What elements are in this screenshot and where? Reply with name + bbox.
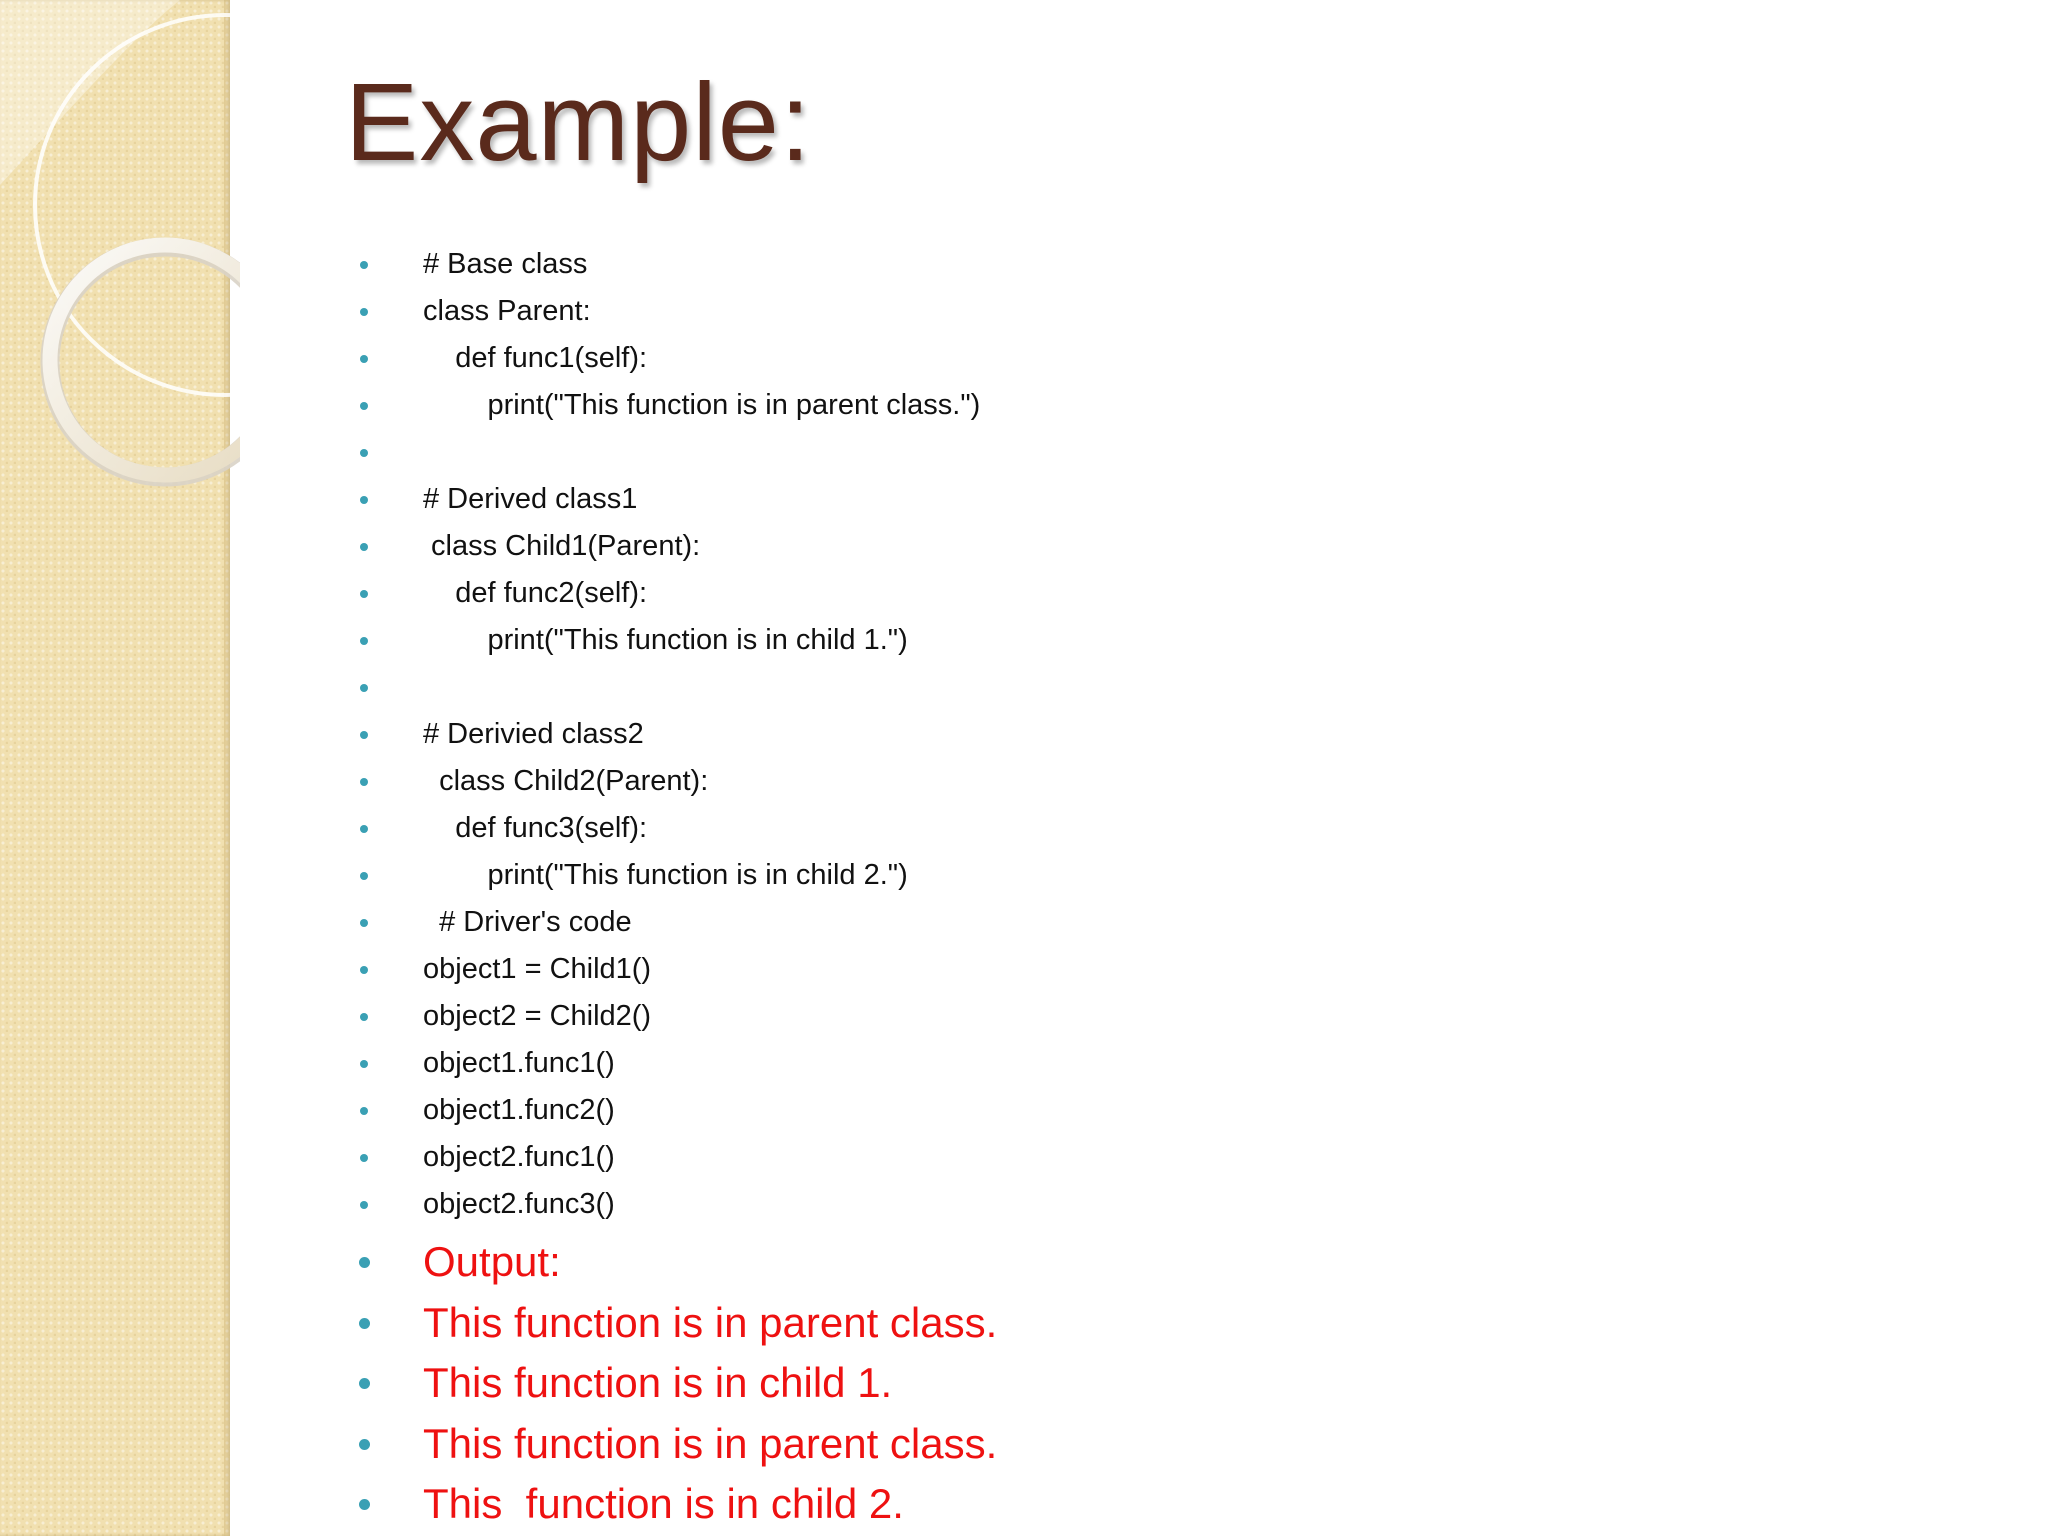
- code-text: def func3(self):: [423, 812, 648, 844]
- bullet-dot: [360, 637, 368, 645]
- output-text: This function is in child 2.: [423, 1480, 904, 1527]
- output-text: This function is in parent class.: [423, 1419, 998, 1467]
- bullet-dot: [360, 966, 368, 974]
- bullet-dot: [360, 731, 368, 739]
- bullet-dot: [359, 1257, 370, 1268]
- bullet-dot: [360, 590, 368, 598]
- output-text: This function is in child 1.: [423, 1359, 893, 1406]
- code-text: object1.func2(): [423, 1094, 615, 1126]
- bullet-dot: [360, 1201, 368, 1209]
- code-text: def func2(self):: [423, 577, 648, 609]
- bullet-dot: [360, 825, 368, 833]
- bullet-dot: [360, 1013, 368, 1021]
- bullet-dot: [360, 919, 368, 927]
- bullet-dot: [360, 402, 368, 410]
- bullet-dot: [359, 1499, 370, 1510]
- code-text: class Child2(Parent):: [423, 765, 709, 797]
- bullet-dot: [359, 1378, 370, 1389]
- code-text: object2.func3(): [423, 1188, 615, 1220]
- bullet-dot: [360, 496, 368, 504]
- bullet-dot: [360, 872, 368, 880]
- decorative-rings: [0, 0, 240, 520]
- code-text: def func1(self):: [423, 342, 648, 374]
- code-text: class Parent:: [423, 295, 591, 327]
- bullet-dot: [359, 1439, 370, 1450]
- bullet-dot: [360, 1107, 368, 1115]
- code-text: # Derivied class2: [423, 718, 644, 750]
- code-text: object2.func1(): [423, 1141, 615, 1173]
- bullet-dot: [360, 684, 368, 692]
- bullet-dot: [360, 308, 368, 316]
- code-text: # Derived class1: [423, 483, 638, 515]
- code-text: object1.func1(): [423, 1047, 615, 1079]
- bullet-dot: [360, 1060, 368, 1068]
- bullet-dot: [360, 449, 368, 457]
- code-text: print("This function is in parent class."): [423, 389, 981, 421]
- code-text: object1 = Child1(): [423, 953, 652, 985]
- code-text: # Driver's code: [423, 906, 632, 938]
- code-text: print("This function is in child 1."): [423, 624, 908, 656]
- bullet-dot: [359, 1318, 370, 1329]
- slide-title: Example:: [345, 61, 812, 184]
- code-text: class Child1(Parent):: [423, 530, 701, 562]
- code-text: object2 = Child2(): [423, 1000, 652, 1032]
- output-label: Output:: [423, 1238, 561, 1285]
- bullet-dot: [360, 1154, 368, 1162]
- bullet-dot: [360, 778, 368, 786]
- small-ring: [50, 245, 240, 475]
- output-text: This function is in parent class.: [423, 1298, 998, 1346]
- code-text: # Base class: [423, 248, 588, 280]
- bullet-dot: [360, 543, 368, 551]
- bullet-dot: [360, 355, 368, 363]
- code-text: print("This function is in child 2."): [423, 859, 908, 891]
- bullet-dot: [360, 261, 368, 269]
